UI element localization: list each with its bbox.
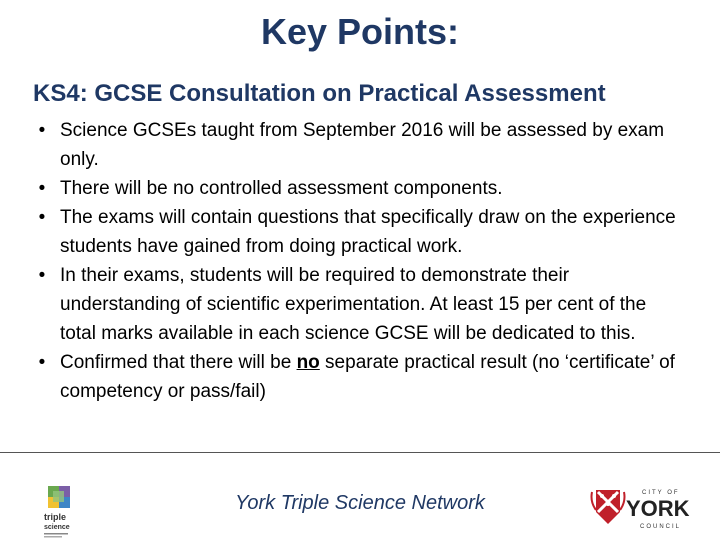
svg-text:COUNCIL: COUNCIL xyxy=(640,524,682,530)
svg-text:science: science xyxy=(44,524,70,531)
bullet-text: Science GCSEs taught from September 2016 will be assessed by exam only. xyxy=(60,120,665,170)
list-item xyxy=(33,348,683,406)
slide-subtitle: KS4: GCSE Consultation on Practical Assessment xyxy=(33,80,606,107)
bullet-marker: • xyxy=(38,120,46,141)
bullet-text-before: Confirmed that there will be xyxy=(60,352,297,373)
bullet-marker: • xyxy=(38,178,46,199)
bullet-text: There will be no controlled assessment components. xyxy=(60,178,503,199)
list-item xyxy=(33,116,683,174)
logo-wordmark: triple xyxy=(44,512,67,522)
list-item xyxy=(33,203,683,261)
city-of-york-logo-icon xyxy=(590,482,690,540)
bullet-marker: • xyxy=(38,265,46,286)
footer-divider xyxy=(0,452,720,453)
bullet-list xyxy=(33,116,683,406)
logo-york-wordmark: YORK xyxy=(626,496,690,521)
bullet-text-after: separate practical result (no ‘certificate’ of competency or pass/fail) xyxy=(60,352,675,402)
svg-text:CITY OF: CITY OF xyxy=(642,490,680,496)
bullet-marker: • xyxy=(38,352,46,373)
bullet-text: In their exams, students will be required to demonstrate their understanding of scientific experimentation. At least 15 per cent of the total marks available in each science GCSE will be dedicated to this. xyxy=(60,265,647,344)
footer-network-name: York Triple Science Network xyxy=(235,492,485,514)
bullet-marker: • xyxy=(38,207,46,228)
slide-title: Key Points: xyxy=(260,11,460,52)
list-item xyxy=(33,261,683,348)
list-item xyxy=(33,174,683,203)
bullet-emphasis: no xyxy=(296,352,320,373)
bullet-text: The exams will contain questions that specifically draw on the experience students have gained from doing practical work. xyxy=(60,207,676,257)
